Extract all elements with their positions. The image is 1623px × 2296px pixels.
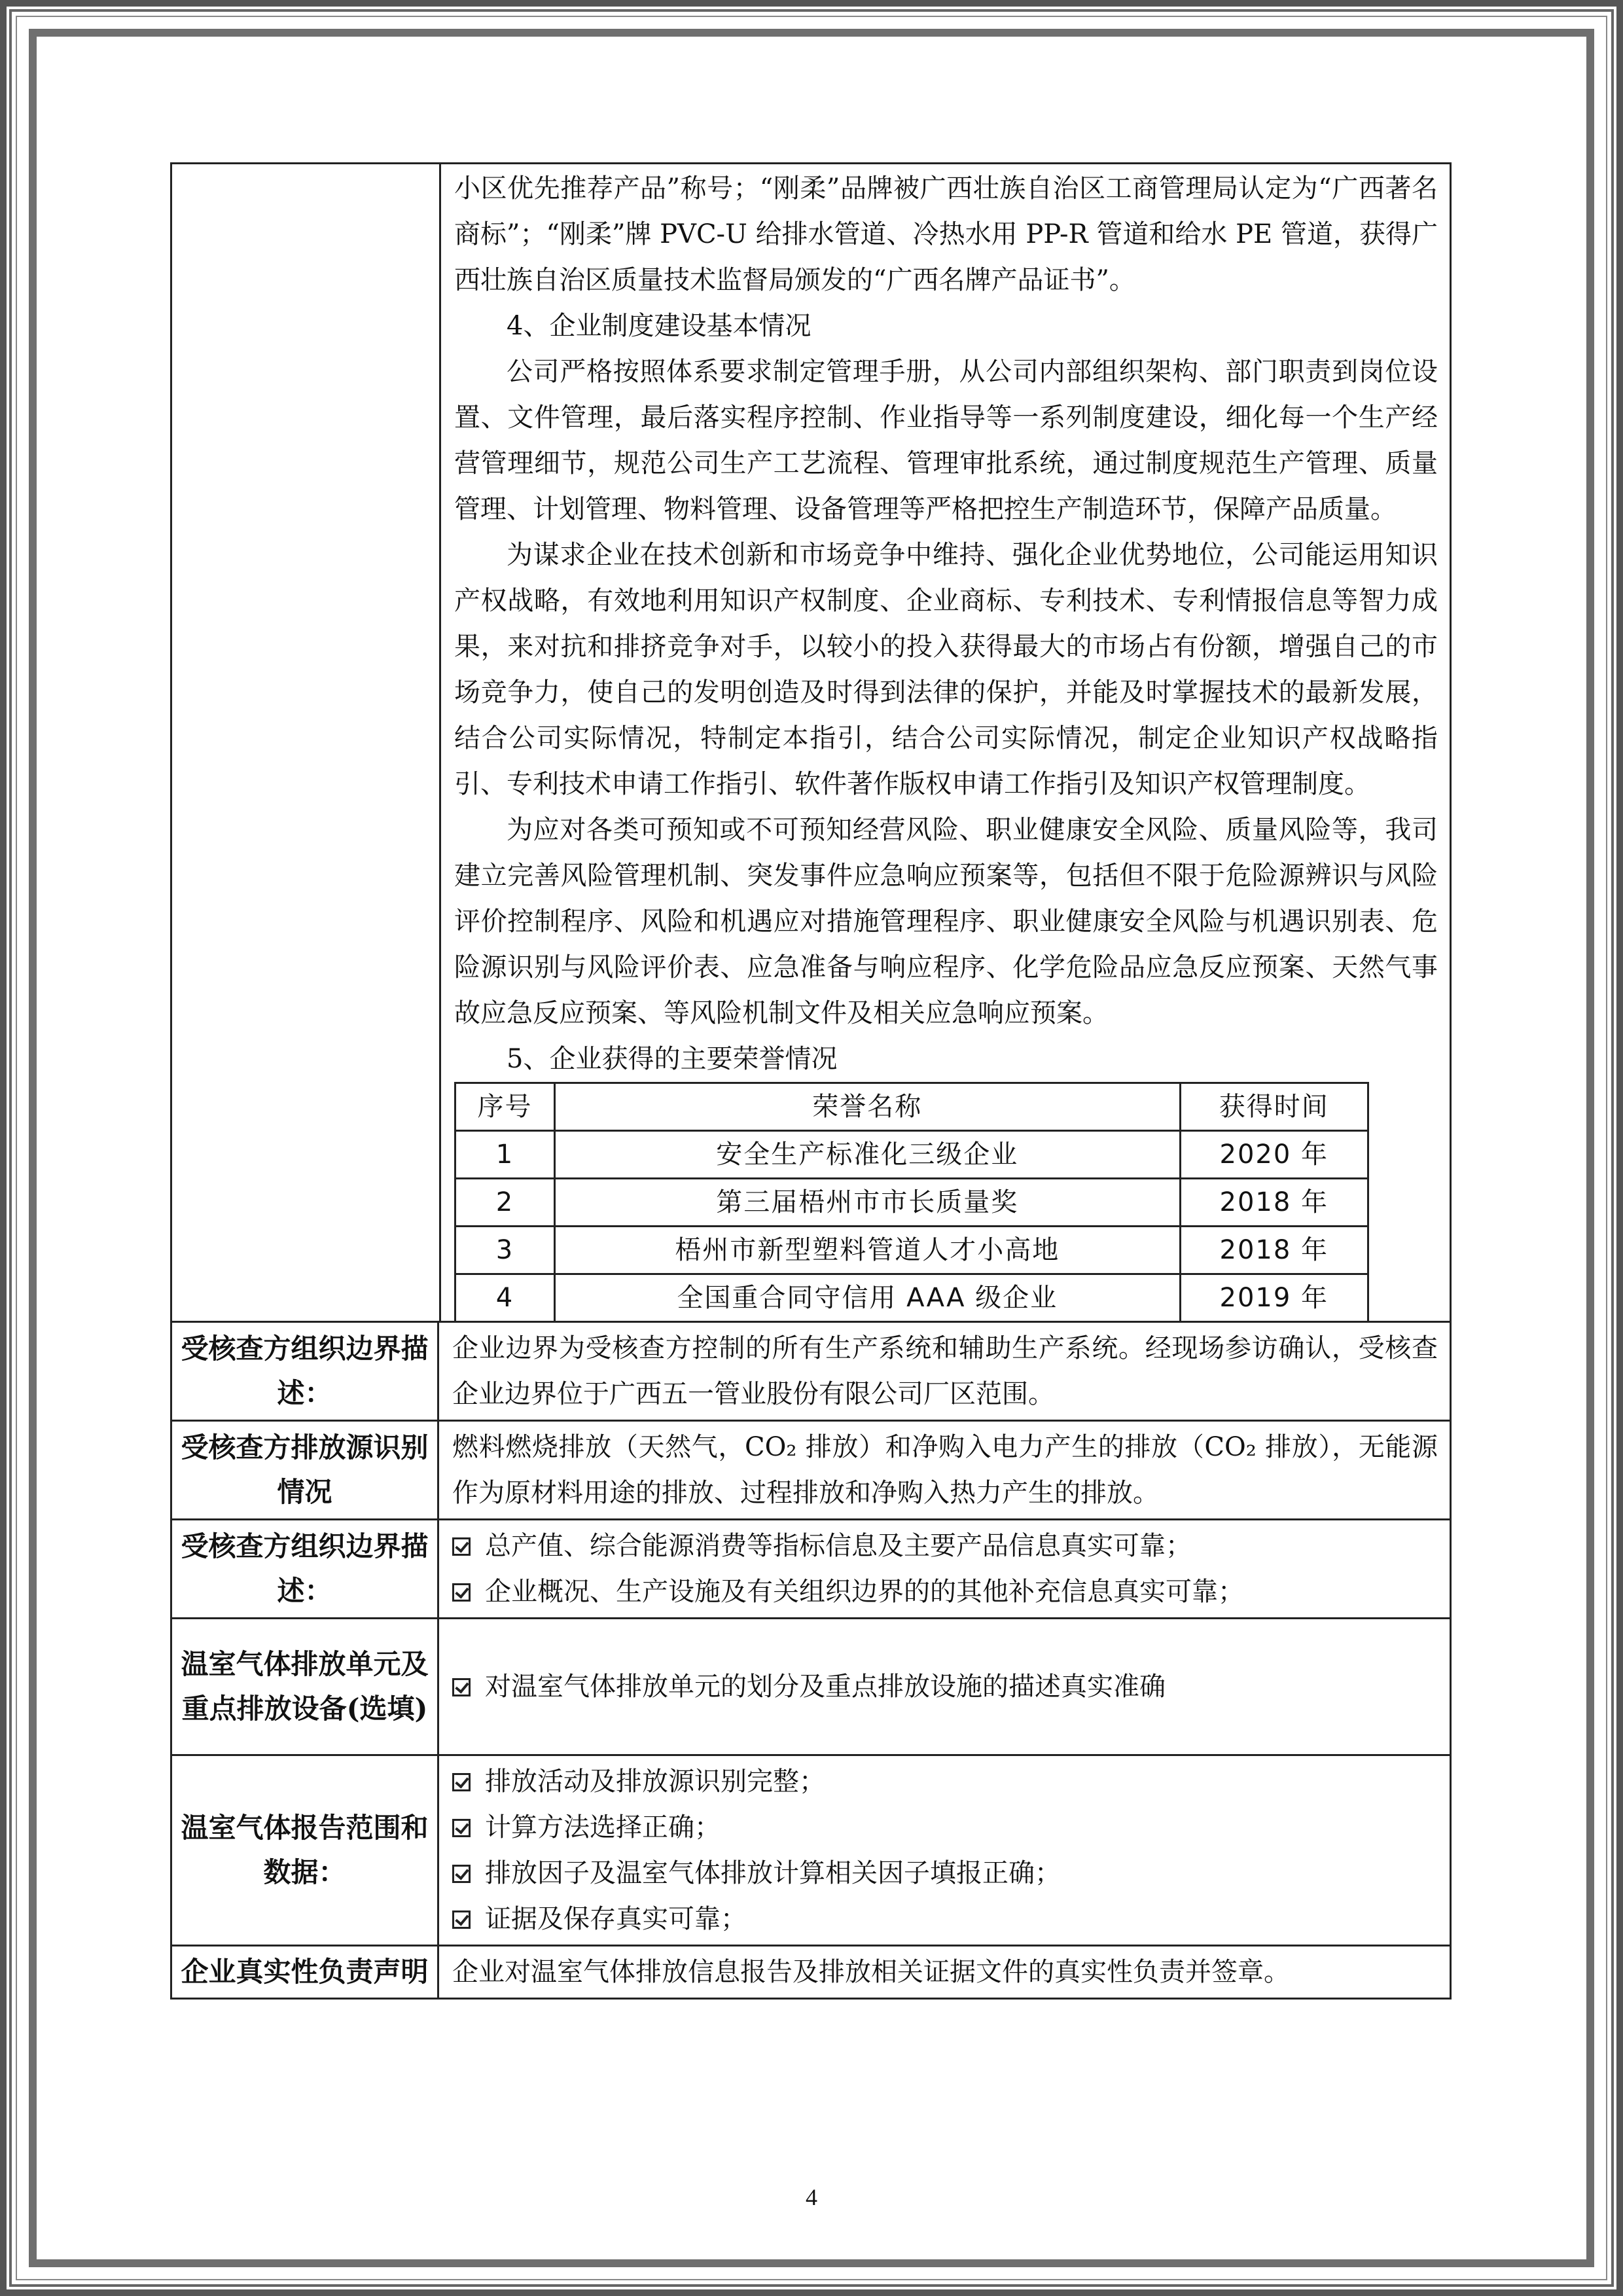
paragraph-brand-honors: 小区优先推荐产品”称号；“刚柔”品牌被广西壮族自治区工商管理局认定为“广西著名商标”；“刚柔”牌 PVC-U 给排水管道、冷热水用 PP-R 管道和给水 PE 管道，获得广西壮族自治区质量技术监督局颁发的“广西名牌产品证书”。 — [454, 173, 1438, 295]
table-row-org-boundary — [172, 1321, 1450, 1420]
empty-label-cell — [172, 164, 441, 1321]
table-row-emission-sources — [172, 1420, 1450, 1518]
honor-year: 2019 年 — [1180, 1274, 1368, 1322]
honor-no: 2 — [455, 1179, 555, 1227]
emission-sources-text: 燃料燃烧排放（天然气，CO₂ 排放）和净购入电力产生的排放（CO₂ 排放），无能源作为原材料用途的排放、过程排放和净购入热力产生的排放。 — [452, 1432, 1438, 1508]
checkbox-checked-icon — [452, 1537, 471, 1556]
honor-year: 2018 年 — [1180, 1227, 1368, 1274]
check-item-text: 计算方法选择正确； — [485, 1812, 721, 1842]
table-row-continued — [172, 164, 1450, 1321]
honor-name: 梧州市新型塑料管道人才小高地 — [555, 1227, 1180, 1274]
checkbox-checked-icon — [452, 1819, 471, 1837]
report-scope-checklist — [439, 1756, 1450, 1945]
check-item-text: 证据及保存真实可靠； — [485, 1904, 747, 1934]
table-row-report-scope — [172, 1754, 1450, 1945]
check-item — [452, 1523, 1438, 1569]
table-row-emission-units — [172, 1617, 1450, 1754]
check-item — [452, 1759, 1438, 1804]
header-name: 荣誉名称 — [555, 1083, 1180, 1131]
check-item — [452, 1569, 1438, 1615]
emission-units-checklist — [439, 1619, 1450, 1754]
org-boundary-checklist — [439, 1520, 1450, 1617]
checkbox-checked-icon — [452, 1678, 471, 1696]
org-boundary-text: 企业边界为受核查方控制的所有生产系统和辅助生产系统。经现场参访确认，受核查企业边界位于广西五一管业股份有限公司厂区范围。 — [452, 1333, 1438, 1409]
honor-name: 全国重合同守信用 AAA 级企业 — [555, 1274, 1180, 1322]
paragraph-management-system: 公司严格按照体系要求制定管理手册，从公司内部组织架构、部门职责到岗位设置、文件管理，最后落实程序控制、作业指导等一系列制度建设，细化每一个生产经营管理细节，规范公司生产工艺流程、管理审批系统，通过制度规范生产管理、质量管理、计划管理、物料管理、设备管理等严格把控生产制造环节，保障产品质量。 — [454, 357, 1438, 524]
check-item-text: 企业概况、生产设施及有关组织边界的的其他补充信息真实可靠； — [485, 1577, 1244, 1607]
checkbox-checked-icon — [452, 1583, 471, 1602]
label-emission-units: 温室气体排放单元及重点排放设备(选填) — [172, 1619, 439, 1754]
header-no: 序号 — [455, 1083, 555, 1131]
table-row — [455, 1274, 1368, 1322]
company-description-cell — [441, 164, 1450, 1321]
check-item — [452, 1896, 1438, 1942]
section-heading-4: 4、企业制度建设基本情况 — [507, 311, 812, 341]
page-number: 4 — [806, 2184, 817, 2210]
honor-no: 3 — [455, 1227, 555, 1274]
header-year: 获得时间 — [1180, 1083, 1368, 1131]
verification-table — [170, 162, 1452, 2000]
label-emission-sources: 受核查方排放源识别情况 — [172, 1422, 439, 1518]
check-item — [452, 1850, 1438, 1896]
table-row-authenticity — [172, 1945, 1450, 1998]
checkbox-checked-icon — [452, 1865, 471, 1883]
honor-year: 2018 年 — [1180, 1179, 1368, 1227]
label-org-boundary-2: 受核查方组织边界描述： — [172, 1520, 439, 1617]
table-row — [455, 1227, 1368, 1274]
checkbox-checked-icon — [452, 1910, 471, 1929]
honor-name: 安全生产标准化三级企业 — [555, 1131, 1180, 1179]
label-report-scope: 温室气体报告范围和数据： — [172, 1756, 439, 1945]
check-item-text: 总产值、综合能源消费等指标信息及主要产品信息真实可靠； — [485, 1531, 1192, 1561]
label-org-boundary: 受核查方组织边界描述： — [172, 1323, 439, 1420]
check-item-text: 排放活动及排放源识别完整； — [485, 1767, 825, 1797]
paragraph-ip-strategy: 为谋求企业在技术创新和市场竞争中维持、强化企业优势地位，公司能运用知识产权战略，有效地利用知识产权制度、企业商标、专利技术、专利情报信息等智力成果，来对抗和排挤竞争对手，以较小的投入获得最大的市场占有份额，增强自己的市场竞争力，使自己的发明创造及时得到法律的保护，并能及时掌握技术的最新发展，结合公司实际情况，特制定本指引，结合公司实际情况，制定企业知识产权战略指引、专利技术申请工作指引、软件著作版权申请工作指引及知识产权管理制度。 — [454, 540, 1438, 799]
checkbox-checked-icon — [452, 1773, 471, 1791]
honor-year: 2020 年 — [1180, 1131, 1368, 1179]
check-item-text: 对温室气体排放单元的划分及重点排放设施的描述真实准确 — [485, 1672, 1166, 1702]
table-row-org-boundary-check — [172, 1518, 1450, 1617]
check-item — [452, 1664, 1166, 1710]
honors-header-row — [455, 1083, 1368, 1131]
check-item — [452, 1804, 1438, 1850]
authenticity-text: 企业对温室气体排放信息报告及排放相关证据文件的真实性负责并签章。 — [452, 1957, 1290, 1987]
honor-no: 4 — [455, 1274, 555, 1322]
paragraph-risk-management: 为应对各类可预知或不可预知经营风险、职业健康安全风险、质量风险等，我司建立完善风险管理机制、突发事件应急响应预案等，包括但不限于危险源辨识与风险评价控制程序、风险和机遇应对措施管理程序、职业健康安全风险与机遇识别表、危险源识别与风险评价表、应急准备与响应程序、化学危险品应急反应预案、天然气事故应急反应预案、等风险机制文件及相关应急响应预案。 — [454, 815, 1438, 1028]
table-row — [455, 1131, 1368, 1179]
check-item-text: 排放因子及温室气体排放计算相关因子填报正确； — [485, 1858, 1061, 1888]
label-authenticity: 企业真实性负责声明 — [172, 1946, 439, 1998]
section-heading-5: 5、企业获得的主要荣誉情况 — [507, 1044, 838, 1074]
honor-no: 1 — [455, 1131, 555, 1179]
honors-table — [454, 1082, 1369, 1323]
honor-name: 第三届梧州市市长质量奖 — [555, 1179, 1180, 1227]
table-row — [455, 1179, 1368, 1227]
